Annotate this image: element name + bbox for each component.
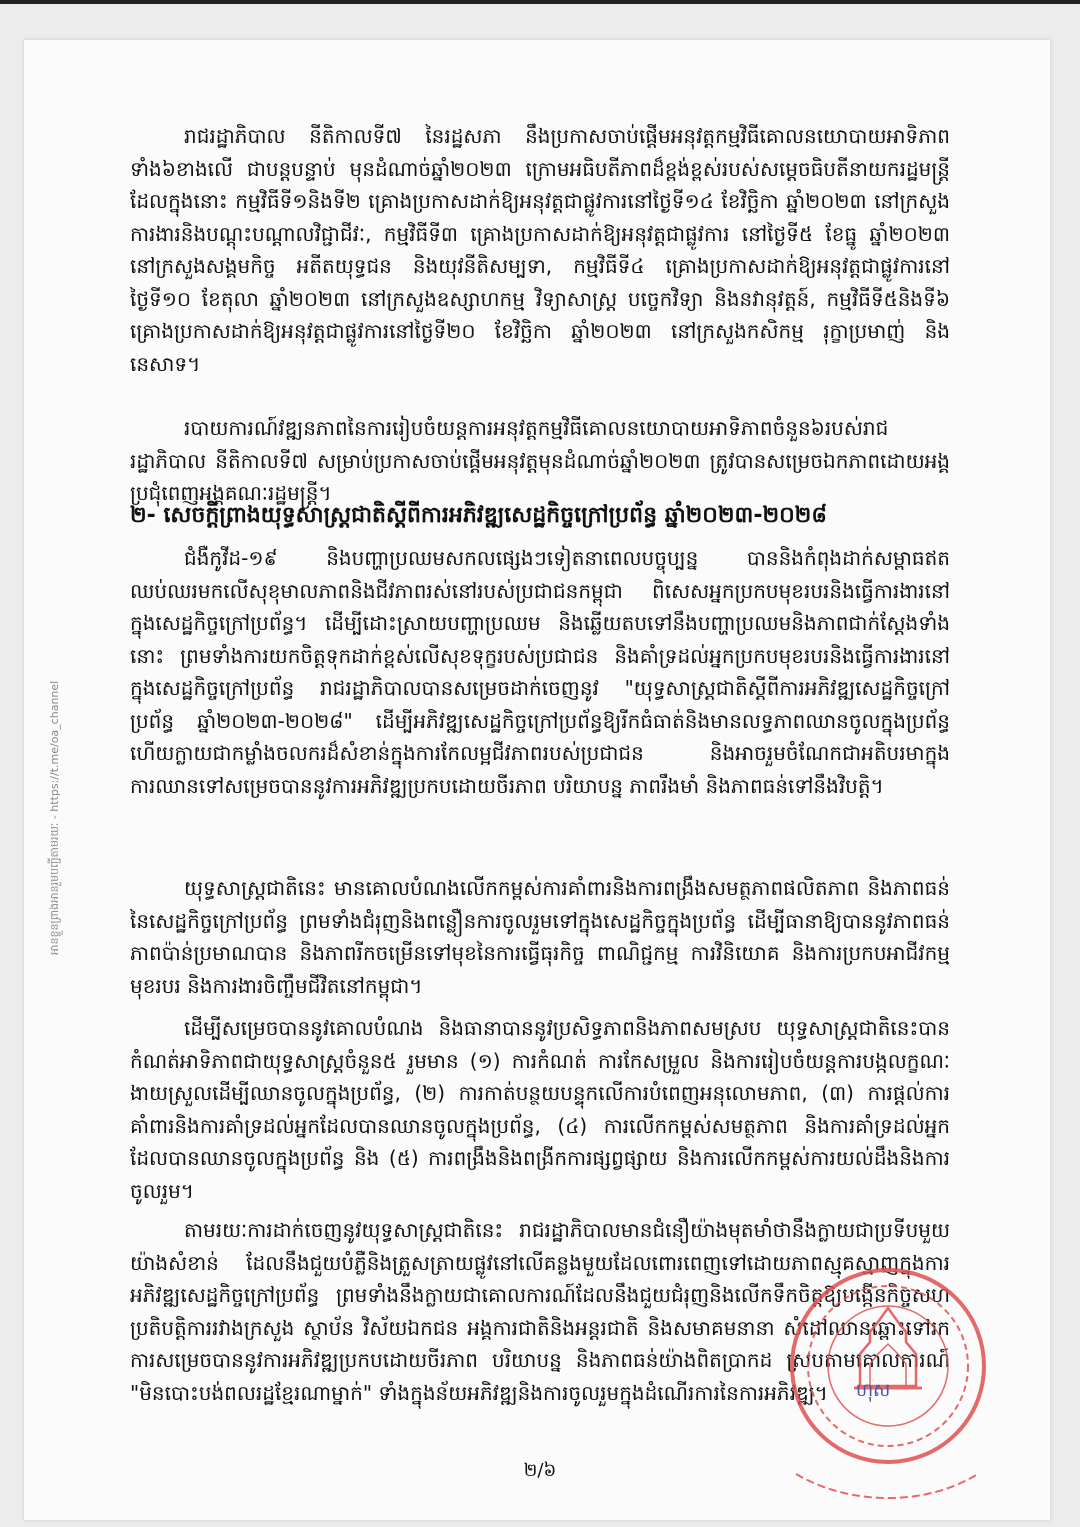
paragraph-1: រាជរដ្ឋាភិបាល នីតិកាលទី៧ នៃរដ្ឋសភា នឹងប្រកាសចាប់ផ្តើមអនុវត្តកម្មវិធីគោលនយោបាយអាទិភាពទាំង៦ខាងលើ ជាបន្តបន្ទាប់ មុនដំណាច់ឆ្នាំ២០២៣ ក្រោមអធិបតីភាពដ៏ខ្ពង់ខ្ពស់របស់សម្តេចធិបតីនាយករដ្ឋមន្ត្រី ដែលក្នុងនោះ កម្មវិធីទី១និងទី២ គ្រោងប្រកាសដាក់ឱ្យអនុវត្តជាផ្លូវការនៅថ្ងៃទី១៤ ខែវិច្ឆិកា ឆ្នាំ២០២៣ នៅក្រសួងការងារនិងបណ្តុះបណ្តាលវិជ្ជាជីវៈ, កម្មវិធីទី៣ គ្រោងប្រកាសដាក់ឱ្យអនុវត្តជាផ្លូវការ នៅថ្ងៃទី៥ ខែធ្នូ ឆ្នាំ២០២៣ នៅក្រសួងសង្គមកិច្ច អតីតយុទ្ធជន និងយុវនីតិសម្បទា, កម្មវិធីទី៤ គ្រោងប្រកាសដាក់ឱ្យអនុវត្តជាផ្លូវការនៅថ្ងៃទី១០ ខែតុលា ឆ្នាំ២០២៣ នៅក្រសួងឧស្សាហកម្ម វិទ្យាសាស្ត្រ បច្ចេកវិទ្យា និងនវានុវត្តន៍, កម្មវិធីទី៥និងទី៦ គ្រោងប្រកាសដាក់ឱ្យអនុវត្តជាផ្លូវការនៅថ្ងៃទី២០ ខែវិច្ឆិកា ឆ្នាំ២០២៣ នៅក្រសួងកសិកម្ម រុក្ខាប្រមាញ់ និងនេសាទ។ <box>130 124 950 376</box>
section-heading: ២- សេចក្តីព្រាងយុទ្ធសាស្ត្រជាតិស្តីពីការអភិវឌ្ឍសេដ្ឋកិច្ចក្រៅប្រព័ន្ធ ឆ្នាំ២០២៣-២០២៨ <box>130 503 827 528</box>
sidebar-note <box>28 575 61 955</box>
page-number: ២/៦ <box>523 1460 557 1481</box>
signature: ហុស <box>856 1380 891 1401</box>
paragraph-2: របាយការណ៍វឌ្ឍនភាពនៃការរៀបចំយន្តការអនុវត្តកម្មវិធីគោលនយោបាយអាទិភាពចំនួន៦របស់រាជរដ្ឋាភិបាល នីតិកាលទី៧ សម្រាប់ប្រកាសចាប់ផ្តើមអនុវត្តមុនដំណាច់ឆ្នាំ២០២៣ ត្រូវបានសម្រេចឯកភាពដោយអង្គប្រជុំពេញអង្គគណៈរដ្ឋមន្ត្រី។ <box>130 416 950 505</box>
paragraph-5: ដើម្បីសម្រេចបាននូវគោលបំណង និងធានាបាននូវប្រសិទ្ធភាពនិងភាពសមស្រប យុទ្ធសាស្ត្រជាតិនេះបានកំណត់អាទិភាពជាយុទ្ធសាស្ត្រចំនួន៥ រួមមាន (១) ការកំណត់ ការកែសម្រួល និងការរៀបចំយន្តការបង្កលក្ខណៈងាយស្រួលដើម្បីឈានចូលក្នុងប្រព័ន្ធ, (២) ការកាត់បន្ថយបន្ទុកលើការបំពេញអនុលោមភាព, (៣) ការផ្តល់ការគាំពារនិងការគាំទ្រដល់អ្នកដែលបានឈានចូលក្នុងប្រព័ន្ធ, (៤) ការលើកកម្ពស់សមត្ថភាព និងការគាំទ្រដល់អ្នកដែលបានឈានចូលក្នុងប្រព័ន្ធ និង (៥) ការពង្រឹងនិងពង្រីកការផ្សព្វផ្សាយ និងការលើកកម្ពស់ការយល់ដឹងនិងការចូលរួម។ <box>130 1016 950 1203</box>
paragraph-3: ជំងឺកូវីដ-១៩ និងបញ្ហាប្រឈមសកលផ្សេងៗទៀតនាពេលបច្ចុប្បន្ន បាននិងកំពុងដាក់សម្ពាធឥតឈប់ឈរមកលើសុខុមាលភាពនិងជីវភាពរស់នៅរបស់ប្រជាជនកម្ពុជា ពិសេសអ្នកប្រកបមុខរបរនិងធ្វើការងារនៅក្នុងសេដ្ឋកិច្ចក្រៅប្រព័ន្ធ។ ដើម្បីដោះស្រាយបញ្ហាប្រឈម និងឆ្លើយតបទៅនឹងបញ្ហាប្រឈមនិងភាពជាក់ស្តែងទាំងនោះ ព្រមទាំងការយកចិត្តទុកដាក់ខ្ពស់លើសុខទុក្ខរបស់ប្រជាជន និងគាំទ្រដល់អ្នកប្រកបមុខរបរនិងធ្វើការងារនៅក្នុងសេដ្ឋកិច្ចក្រៅប្រព័ន្ធ រាជរដ្ឋាភិបាលបានសម្រេចដាក់ចេញនូវ "យុទ្ធសាស្ត្រជាតិស្តីពីការអភិវឌ្ឍសេដ្ឋកិច្ចក្រៅប្រព័ន្ធ ឆ្នាំ២០២៣-២០២៨" ដើម្បីអភិវឌ្ឍសេដ្ឋកិច្ចក្រៅប្រព័ន្ធឱ្យរីកធំធាត់និងមានលទ្ធភាពឈានចូលក្នុងប្រព័ន្ធ ហើយក្លាយជាកម្លាំងចលករដ៏សំខាន់ក្នុងការកែលម្អជីវភាពរបស់ប្រជាជន និងអាចរួមចំណែកជាអតិបរមាក្នុងការឈានទៅសម្រេចបាននូវការអភិវឌ្ឍប្រកបដោយចីរភាព បរិយាបន្ន ភាពរឹងមាំ និងភាពធន់ទៅនឹងវិបត្តិ។ <box>130 546 950 798</box>
sidebar-note-text: អានខ្លួនព្រាងអានរួមបញ្ជីតាមរយៈ - https://t.me/oa_channel <box>48 680 61 955</box>
paragraph-4: យុទ្ធសាស្ត្រជាតិនេះ មានគោលបំណងលើកកម្ពស់ការគាំពារនិងការពង្រឹងសមត្ថភាពផលិតភាព និងភាពធន់នៃសេដ្ឋកិច្ចក្រៅប្រព័ន្ធ ព្រមទាំងជំរុញនិងពន្លឿនការចូលរួមទៅក្នុងសេដ្ឋកិច្ចក្នុងប្រព័ន្ធ ដើម្បីធានាឱ្យបាននូវភាពធន់ ភាពប៉ាន់ប្រមាណបាន និងភាពរីកចម្រើនទៅមុខនៃការធ្វើធុរកិច្ច ពាណិជ្ជកម្ម ការវិនិយោគ និងការប្រកបអាជីវកម្ម មុខរបរ និងការងារចិញ្ចឹមជីវិតនៅកម្ពុជា។ <box>130 876 950 998</box>
top-bar <box>0 0 1080 4</box>
paragraph-6: តាមរយៈការដាក់ចេញនូវយុទ្ធសាស្ត្រជាតិនេះ រាជរដ្ឋាភិបាលមានជំនឿយ៉ាងមុតមាំថានឹងក្លាយជាប្រទីបមួយយ៉ាងសំខាន់ ដែលនឹងជួយបំភ្លឺនិងត្រួសត្រាយផ្លូវនៅលើគន្លងមួយដែលពោរពេញទៅដោយភាពស្មុគស្មាញក្នុងការអភិវឌ្ឍសេដ្ឋកិច្ចក្រៅប្រព័ន្ធ ព្រមទាំងនឹងក្លាយជាគោលការណ៍ដែលនឹងជួយជំរុញនិងលើកទឹកចិត្តឱ្យបង្កើនកិច្ចសហប្រតិបត្តិការរវាងក្រសួង ស្ថាប័ន វិស័យឯកជន អង្គការជាតិនិងអន្តរជាតិ និងសមាគមនានា សំដៅឈានឆ្ពោះទៅរកការសម្រេចបាននូវការអភិវឌ្ឍប្រកបដោយចីរភាព បរិយាបន្ន និងភាពធន់យ៉ាងពិតប្រាកដ ស្របតាមគោលការណ៍ "មិនបោះបង់ពលរដ្ឋខ្មែរណាម្នាក់" ទាំងក្នុងន័យអភិវឌ្ឍនិងការចូលរួមក្នុងដំណើរការនៃការអភិវឌ្ឍ។ <box>130 1218 950 1405</box>
